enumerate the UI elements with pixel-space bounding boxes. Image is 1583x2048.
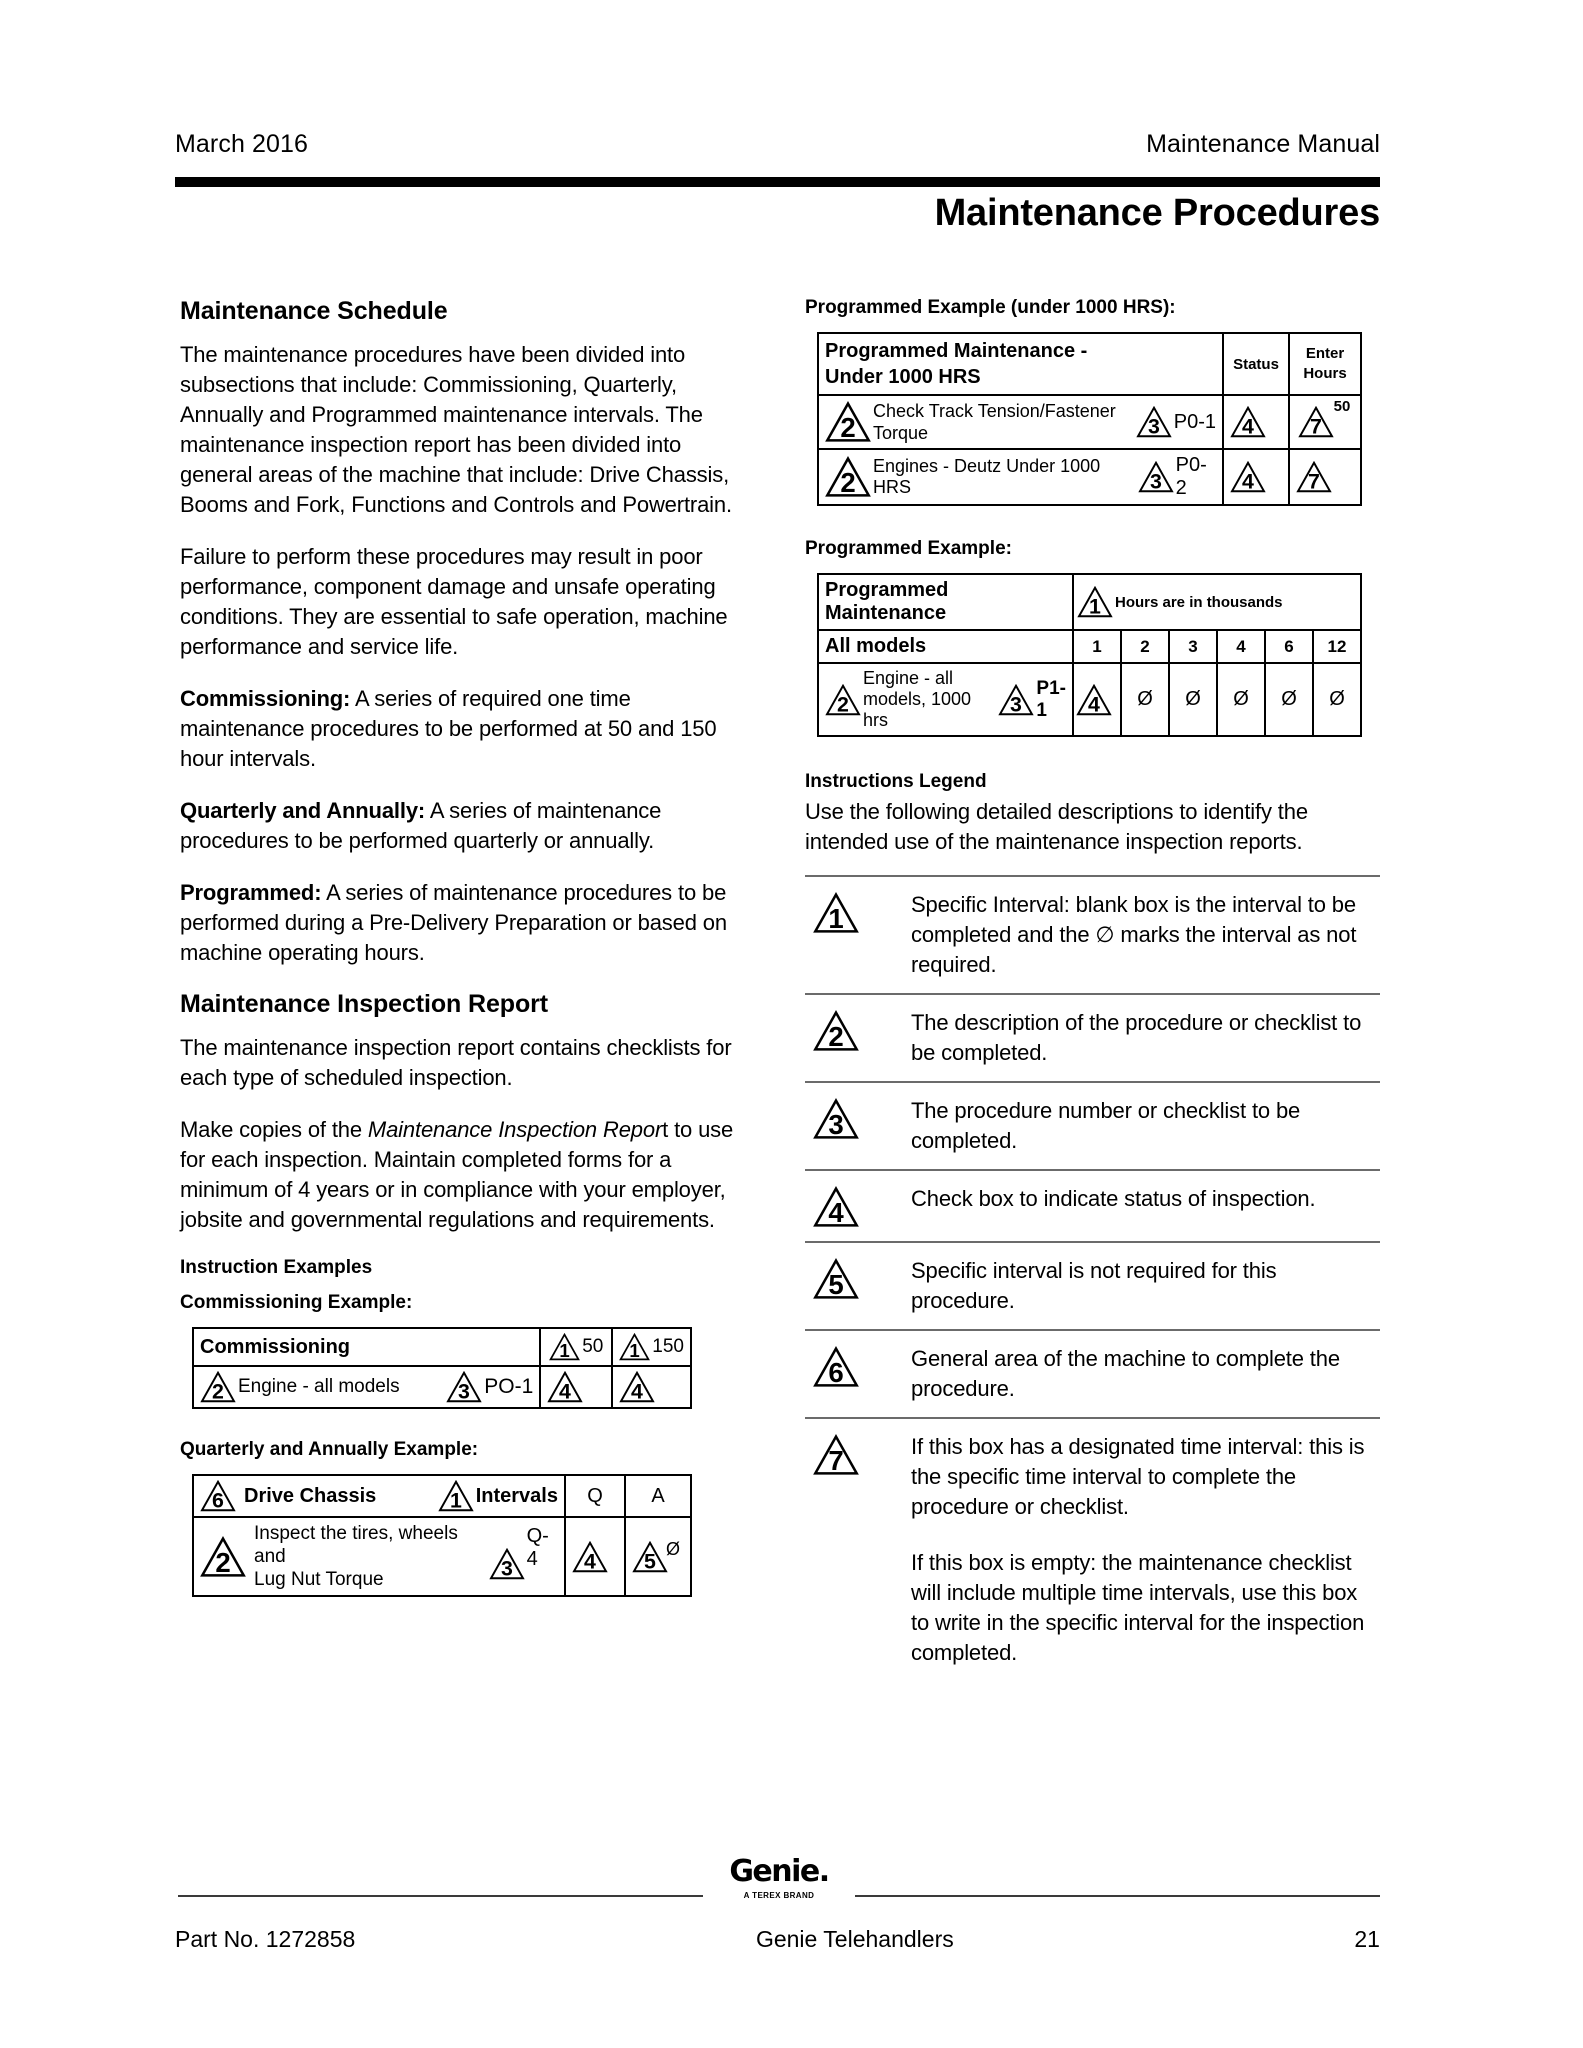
legend-marker [805,1344,911,1388]
callout-3-icon [998,684,1034,716]
text-make-copies-a: Make copies of the [180,1117,368,1142]
callout-6-icon [813,1346,859,1388]
heading-quarterly-example: Quarterly and Annually Example: [180,1439,479,1460]
svg-text:3: 3 [1147,414,1160,438]
prog2-value-cell: Ø [1121,663,1169,736]
svg-text:2: 2 [215,1546,231,1578]
legend-paragraph: If this box is empty: the maintenance checklist will include multiple time intervals, use this box to write in the specific interval for the inspection completed. [911,1550,1365,1665]
legend-description [911,1432,1380,1668]
paragraph-failure-warning: Failure to perform these procedures may result in poor performance, component damage and unsafe operating conditions. They are essential to safe operation, machine performance and service life. [180,544,728,659]
callout-7-icon [1296,461,1332,493]
heading-programmed-example-under-1000: Programmed Example (under 1000 HRS): [805,297,1176,318]
prog2-interval-header: 4 [1217,630,1265,663]
callout-4-icon [619,1371,655,1403]
callout-4-icon [1230,461,1266,493]
table-row [818,663,1361,736]
legend-paragraph: The procedure number or checklist to be completed. [911,1098,1301,1153]
prog2-hours-note: Hours are in thousands [1115,593,1283,611]
quarterly-col-a: A [625,1475,691,1517]
table-row [818,574,1361,630]
left-column [180,297,750,1597]
prog2-interval-header: 3 [1169,630,1217,663]
svg-text:1: 1 [449,1488,462,1512]
svg-text:3: 3 [1010,692,1023,716]
list-item [805,993,1380,1081]
commissioning-col-50 [540,1328,612,1366]
commissioning-desc: Engine - all models [238,1376,400,1397]
commissioning-col-50-label: 50 [582,1336,604,1357]
svg-text:1: 1 [559,1340,570,1361]
prog2-interval-header: 12 [1313,630,1361,663]
quarterly-example-table [192,1474,692,1597]
svg-text:3: 3 [1149,469,1162,493]
callout-2-icon [825,684,861,716]
legend-marker [805,890,911,934]
prog1-row0-hours-value: 50 [1333,398,1351,415]
svg-text:7: 7 [828,1444,844,1476]
prog1-row0-desc-line2: Torque [873,423,929,443]
commissioning-desc-cell [193,1366,540,1408]
svg-text:4: 4 [559,1379,572,1403]
list-item [805,1329,1380,1417]
prog1-col-enter-line1: Enter [1305,345,1345,362]
paragraph-make-copies [180,1115,750,1235]
callout-1-icon [1077,586,1113,618]
prog1-row0-status[interactable] [1223,395,1289,449]
svg-text:4: 4 [1088,692,1100,716]
prog1-title-line2: Under 1000 HRS [825,366,981,388]
callout-3-icon [446,1371,482,1403]
prog2-interval-header: 6 [1265,630,1313,663]
legend-paragraph: Specific Interval: blank box is the interval to be completed and the ∅ marks the interval as not required. [911,892,1357,977]
callout-3-icon [489,1548,525,1580]
svg-text:4: 4 [828,1196,844,1228]
table-row [818,449,1361,505]
table-row [193,1366,691,1408]
callout-5-icon [632,1541,668,1573]
prog2-title-cell [818,574,1073,630]
callout-1-icon [619,1333,650,1361]
instructions-legend-list [805,875,1380,1681]
quarterly-check-a[interactable] [625,1517,691,1596]
header-manual-title: Maintenance Manual [1146,130,1380,158]
legend-description [911,1184,1315,1214]
paragraph-programmed [180,878,750,968]
quarterly-check-q[interactable] [565,1517,625,1596]
paragraph-quarterly-annually [180,796,750,856]
prog1-col-enter-hours [1289,333,1361,395]
prog1-row1-desc-cell [818,449,1223,505]
svg-text:3: 3 [500,1556,513,1580]
svg-text:4: 4 [631,1379,644,1403]
quarterly-intervals-label: Intervals [475,1484,558,1507]
prog2-desc-cell [818,663,1073,736]
callout-4-icon [572,1541,608,1573]
prog1-row0-desc-line1: Check Track Tension/Fastener [873,401,1116,421]
paragraph-legend-intro: Use the following detailed descriptions to identify the intended use of the maintenance inspection reports. [805,799,1308,854]
text-commissioning: A series of required one time maintenance procedures to be performed at 50 and 150 hour intervals. [180,686,717,771]
legend-description [911,890,1380,980]
callout-7-icon [813,1434,859,1476]
table-row [818,630,1361,663]
legend-marker [805,1256,911,1300]
prog2-value-cell: Ø [1265,663,1313,736]
commissioning-check-150[interactable] [612,1366,691,1408]
table-row [818,333,1361,395]
header-date: March 2016 [175,130,309,158]
footer-divider-right [855,1895,1380,1897]
legend-paragraph: The description of the procedure or checklist to be completed. [911,1010,1362,1065]
svg-text:7: 7 [1308,469,1320,493]
text-make-copies-b: t to use for each inspection. Maintain completed forms for a minimum of 4 years or in compliance with your employer, jobsite and governmental regulations and requirements. [180,1117,734,1232]
quarterly-desc-line2: Lug Nut Torque [254,1569,384,1590]
prog1-col-status: Status [1223,333,1289,395]
svg-text:4: 4 [1242,414,1254,438]
list-item [805,1241,1380,1329]
svg-text:3: 3 [458,1379,471,1403]
prog1-row0-proc: P0-1 [1173,410,1216,433]
legend-marker [805,1008,911,1052]
label-quarterly-annually: Quarterly and Annually: [180,798,426,823]
prog1-row1-status[interactable] [1223,449,1289,505]
quarterly-proc: Q-4 [526,1524,549,1570]
callout-1-icon [813,892,859,934]
heading-maintenance-inspection-report: Maintenance Inspection Report [180,990,548,1018]
heading-instructions-legend: Instructions Legend [805,771,987,792]
svg-text:2: 2 [837,692,849,716]
prog1-row1-proc: P0-2 [1175,454,1207,499]
legend-description [911,1008,1380,1068]
programmed-under-1000-table [817,332,1362,506]
quarterly-a-value: Ø [665,1538,680,1559]
prog1-title-line1: Programmed Maintenance - [825,340,1088,362]
footer-product-name: Genie Telehandlers [755,1926,954,1952]
quarterly-desc-cell [193,1517,565,1596]
table-row [193,1517,691,1596]
callout-7-icon [1298,406,1334,438]
legend-paragraph: If this box has a designated time interval: this is the specific time interval to complete the procedure or checklist. [911,1434,1365,1519]
quarterly-area-cell [193,1475,565,1517]
genie-logo [703,1856,855,1900]
table-row [818,395,1361,449]
svg-text:2: 2 [840,411,856,443]
table-row [193,1475,691,1517]
prog2-interval-header: 2 [1121,630,1169,663]
svg-text:6: 6 [828,1356,844,1388]
prog2-proc: P1-1 [1036,677,1066,721]
svg-text:7: 7 [1309,414,1322,438]
list-item [805,875,1380,993]
label-commissioning: Commissioning: [180,686,351,711]
callout-4-icon [1230,406,1266,438]
prog2-subtitle-cell: All models [818,630,1073,663]
prog2-value-cell: Ø [1217,663,1265,736]
svg-text:2: 2 [828,1020,844,1052]
page-header [175,130,1380,159]
svg-text:4: 4 [584,1549,596,1573]
header-divider-bar [175,177,1380,187]
callout-6-icon [200,1480,236,1512]
callout-2-icon [825,456,871,498]
prog1-title-cell [818,333,1223,395]
label-programmed: Programmed: [180,880,322,905]
programmed-example-table [817,573,1362,737]
prog2-check-cell[interactable] [1073,663,1121,736]
prog1-row1-hours[interactable] [1289,449,1361,505]
legend-paragraph: Specific interval is not required for this procedure. [911,1258,1277,1313]
page-title: Maintenance Procedures [934,192,1380,234]
prog2-value-cell: Ø [1169,663,1217,736]
table-row [193,1328,691,1366]
callout-2-icon [200,1371,236,1403]
quarterly-col-q: Q [565,1475,625,1517]
prog1-row1-desc-line1: Engines - Deutz Under 1000 HRS [873,456,1101,497]
svg-text:1: 1 [629,1340,640,1361]
paragraph-commissioning [180,684,750,774]
legend-paragraph: General area of the machine to complete the procedure. [911,1346,1340,1401]
text-programmed: A series of maintenance procedures to be performed during a Pre-Delivery Preparation or based on machine operating hours. [180,880,727,965]
footer-divider-left [178,1895,703,1897]
svg-text:1: 1 [1089,594,1101,618]
commissioning-title: Commissioning [200,1335,351,1358]
svg-text:3: 3 [828,1108,844,1140]
quarterly-desc-line1: Inspect the tires, wheels and [254,1523,458,1567]
text-report-italic: Maintenance Inspection Repor [367,1117,663,1142]
prog1-col-enter-line2: Hours [1303,365,1347,382]
genie-logo-tagline: A TEREX BRAND [743,1891,815,1900]
commissioning-col-150 [612,1328,691,1366]
svg-text:5: 5 [828,1268,844,1300]
paragraph-report-contains: The maintenance inspection report contains checklists for each type of scheduled inspection. [180,1035,732,1090]
footer-part-number: Part No. 1272858 [175,1926,356,1952]
callout-2-icon [825,401,871,443]
callout-2-icon [200,1536,246,1578]
svg-text:6: 6 [212,1488,224,1512]
callout-3-icon [1138,461,1174,493]
prog1-row0-hours[interactable] [1289,395,1361,449]
svg-text:2: 2 [212,1379,224,1403]
legend-description [911,1256,1380,1316]
legend-marker [805,1096,911,1140]
callout-4-icon [813,1186,859,1228]
callout-1-icon [438,1480,474,1512]
prog2-desc: Engine - all models, 1000 hrs [863,668,972,730]
legend-description [911,1344,1380,1404]
commissioning-check-50[interactable] [540,1366,612,1408]
callout-4-icon [1076,684,1112,716]
prog2-value-cell: Ø [1313,663,1361,736]
svg-text:5: 5 [644,1549,656,1573]
commissioning-title-cell [193,1328,540,1366]
heading-maintenance-schedule: Maintenance Schedule [180,297,448,325]
list-item [805,1169,1380,1241]
list-item [805,1417,1380,1681]
genie-logo-wordmark: Genie. [729,1854,829,1889]
legend-marker [805,1184,911,1228]
callout-3-icon [1136,406,1172,438]
heading-instruction-examples: Instruction Examples [180,1257,373,1278]
commissioning-col-150-label: 150 [652,1336,684,1357]
commissioning-proc: PO-1 [484,1375,534,1398]
callout-1-icon [549,1333,580,1361]
svg-text:1: 1 [828,902,844,934]
callout-2-icon [813,1010,859,1052]
list-item [805,1081,1380,1169]
quarterly-area-label: Drive Chassis [244,1484,377,1507]
prog1-row0-desc-cell [818,395,1223,449]
text-quarterly-annually: A series of maintenance procedures to be performed quarterly or annually. [180,798,662,853]
prog2-title: Programmed Maintenance [825,579,949,624]
callout-3-icon [813,1098,859,1140]
svg-text:2: 2 [840,466,856,498]
footer-page-number: 21 [1354,1926,1380,1952]
svg-text:4: 4 [1242,469,1254,493]
paragraph-schedule-intro: The maintenance procedures have been divided into subsections that include: Commissioning, Quarterly, Annually and Programmed maintenance intervals. The maintenance inspection report has been divided into general areas of the machine that include: Drive Chassis, Booms and Fork, Functions and Controls and Powertrain. [180,342,732,517]
prog2-interval-header: 1 [1073,630,1121,663]
commissioning-example-table [192,1327,692,1409]
heading-programmed-example: Programmed Example: [805,538,1012,559]
page-footer [175,1926,1380,1953]
legend-description [911,1096,1380,1156]
prog2-hours-note-cell [1073,574,1361,630]
legend-paragraph: Check box to indicate status of inspection. [911,1186,1316,1211]
heading-commissioning-example: Commissioning Example: [180,1292,413,1313]
legend-marker [805,1432,911,1476]
callout-5-icon [813,1258,859,1300]
callout-4-icon [547,1371,583,1403]
right-column [805,297,1380,1681]
